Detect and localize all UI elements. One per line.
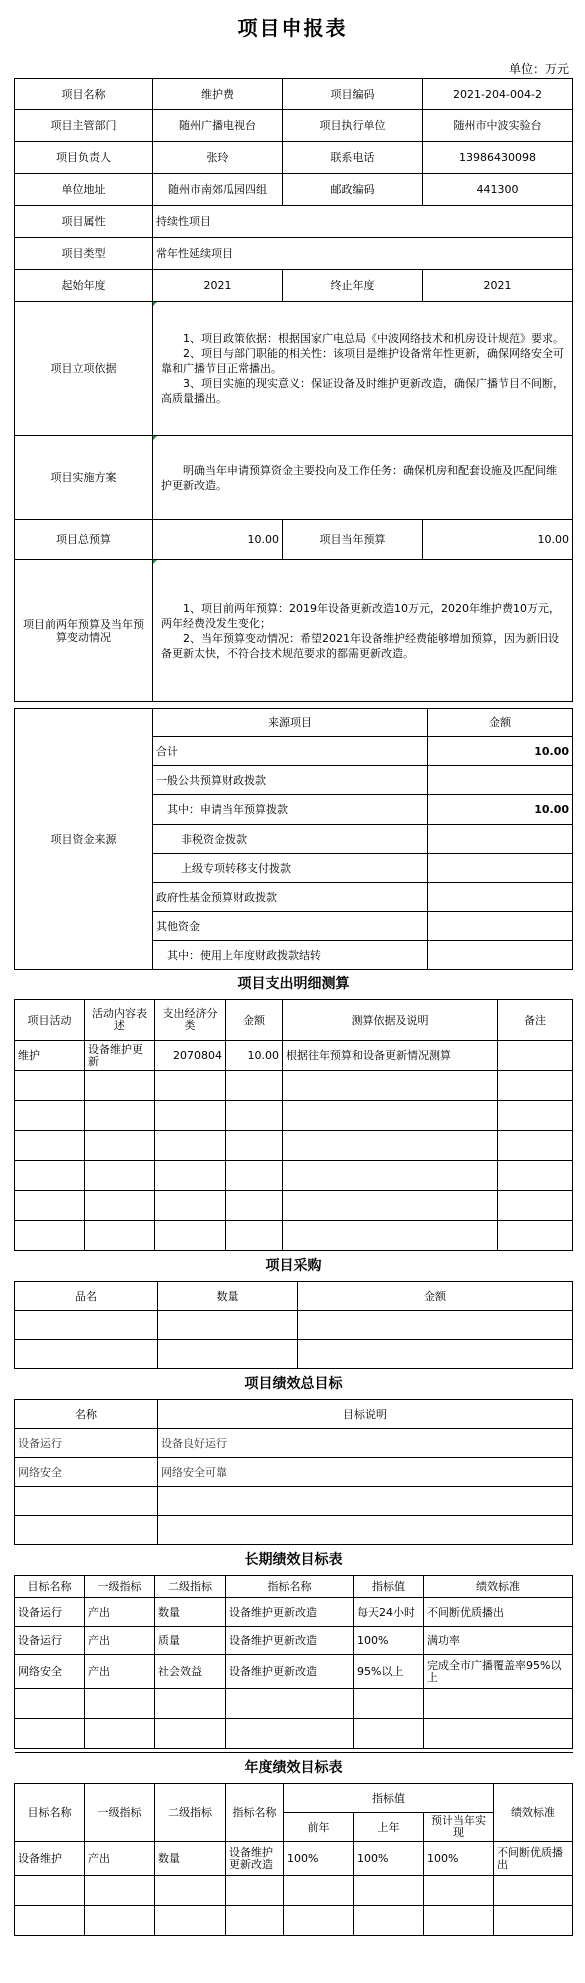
change-line-2: 2、当年预算变动情况：希望2021年设备维护经费能够增加预算，因为新旧设备更新太快，不符合技术规范要求的都需更新改造。 <box>161 631 559 660</box>
longterm-cell: 质量 <box>155 1627 226 1655</box>
expense-header: 支出经济分类 <box>155 1000 226 1041</box>
expense-header: 测算依据及说明 <box>283 1000 498 1041</box>
code-label: 项目编码 <box>283 79 423 110</box>
funding-row-amount <box>428 941 573 970</box>
table-row <box>15 1221 573 1251</box>
expense-header: 活动内容表述 <box>85 1000 155 1041</box>
change-label: 项目前两年预算及当年预算变动情况 <box>15 560 153 702</box>
table-row <box>15 1689 573 1719</box>
attr-label: 项目属性 <box>15 206 153 238</box>
overall-name: 网络安全 <box>15 1458 158 1487</box>
longterm-cell: 不间断优质播出 <box>424 1598 573 1627</box>
year-label: 项目当年预算 <box>283 520 423 560</box>
longterm-cell: 设备运行 <box>15 1627 85 1655</box>
project-info-table <box>14 78 573 702</box>
expense-cell: 设备维护更新 <box>85 1041 155 1071</box>
total-label: 项目总预算 <box>15 520 153 560</box>
longterm-cell: 设备维护更新改造 <box>226 1598 354 1627</box>
longterm-cell: 每天24小时 <box>354 1598 424 1627</box>
annual-header: 二级指标 <box>155 1784 226 1842</box>
attr-value: 持续性项目 <box>153 206 573 238</box>
longterm-cell: 设备维护更新改造 <box>226 1627 354 1655</box>
addr-label: 单位地址 <box>15 174 153 206</box>
overall-desc: 网络安全可靠 <box>158 1458 573 1487</box>
table-row <box>15 1487 573 1516</box>
expense-cell: 10.00 <box>226 1041 283 1071</box>
type-label: 项目类型 <box>15 238 153 270</box>
phone-value: 13986430098 <box>423 142 573 174</box>
annual-subheader: 上年 <box>354 1813 424 1842</box>
purchase-header: 金额 <box>298 1282 573 1311</box>
annual-cell: 100% <box>424 1842 494 1876</box>
zip-value: 441300 <box>423 174 573 206</box>
longterm-cell: 95%以上 <box>354 1655 424 1689</box>
name-label: 项目名称 <box>15 79 153 110</box>
page-title: 项目申报表 <box>237 16 348 40</box>
table-row <box>15 1516 573 1545</box>
table-row <box>15 1131 573 1161</box>
annual-cell: 不间断优质播出 <box>494 1842 573 1876</box>
purchase-header: 数量 <box>158 1282 298 1311</box>
annual-header: 指标名称 <box>226 1784 284 1842</box>
longterm-cell: 产出 <box>85 1598 155 1627</box>
expense-header: 项目活动 <box>15 1000 85 1041</box>
annual-cell: 100% <box>284 1842 354 1876</box>
funding-label: 项目资金来源 <box>15 709 153 970</box>
end-value: 2021 <box>423 270 573 302</box>
funding-row-amount <box>428 825 573 854</box>
annual-cell: 100% <box>354 1842 424 1876</box>
overall-header: 目标说明 <box>158 1400 573 1429</box>
basis-line-3: 3、项目实施的现实意义：保证设备及时维护更新改造，确保广播节目不间断，高质量播出。 <box>161 377 564 405</box>
purchase-header: 品名 <box>15 1282 158 1311</box>
table-row <box>15 1161 573 1191</box>
zip-label: 邮政编码 <box>283 174 423 206</box>
funding-row-amount <box>428 912 573 941</box>
purchase-title: 项目采购 <box>15 1251 573 1282</box>
expense-title: 项目支出明细测算 <box>15 970 573 1000</box>
annual-header: 目标名称 <box>15 1784 85 1842</box>
table-row <box>15 1906 573 1936</box>
funding-row-name: 其中：申请当年预算拨款 <box>153 795 428 825</box>
funding-row-name: 其他资金 <box>153 912 428 941</box>
annual-cell: 设备维护更新改造 <box>226 1842 284 1876</box>
expense-cell: 根据往年预算和设备更新情况测算 <box>283 1041 498 1071</box>
funding-row-name: 一般公共预算财政拨款 <box>153 766 428 795</box>
addr-value: 随州市南郊瓜园四组 <box>153 174 283 206</box>
annual-cell: 产出 <box>85 1842 155 1876</box>
longterm-cell: 100% <box>354 1627 424 1655</box>
longterm-cell: 完成全市广播覆盖率95%以上 <box>424 1655 573 1689</box>
longterm-cell: 数量 <box>155 1598 226 1627</box>
funding-row-name: 其中：使用上年度财政拨款结转 <box>153 941 428 970</box>
overall-name: 设备运行 <box>15 1429 158 1458</box>
table-row <box>15 1311 573 1340</box>
funding-row-amount: 10.00 <box>428 795 573 825</box>
table-row <box>15 1876 573 1906</box>
expense-cell: 2070804 <box>155 1041 226 1071</box>
expense-cell: 维护 <box>15 1041 85 1071</box>
expense-table <box>14 969 573 1251</box>
longterm-cell: 网络安全 <box>15 1655 85 1689</box>
dept-label: 项目主管部门 <box>15 110 153 142</box>
table-row <box>15 1101 573 1131</box>
longterm-cell: 设备运行 <box>15 1598 85 1627</box>
table-row <box>15 1191 573 1221</box>
owner-value: 张玲 <box>153 142 283 174</box>
longterm-header: 指标值 <box>354 1576 424 1598</box>
start-value: 2021 <box>153 270 283 302</box>
longterm-cell: 社会效益 <box>155 1655 226 1689</box>
total-value: 10.00 <box>153 520 283 560</box>
plan-text <box>153 436 573 520</box>
annual-header: 一级指标 <box>85 1784 155 1842</box>
funding-row-name: 上级专项转移支付拨款 <box>153 854 428 883</box>
plan-label: 项目实施方案 <box>15 436 153 520</box>
plan-line: 明确当年申请预算资金主要投向及工作任务：确保机房和配套设施及匹配间维护更新改造。 <box>161 463 557 492</box>
purchase-table <box>14 1250 573 1369</box>
longterm-header: 二级指标 <box>155 1576 226 1598</box>
funding-row-amount: 10.00 <box>428 737 573 766</box>
overall-target-table <box>14 1368 573 1545</box>
end-label: 终止年度 <box>283 270 423 302</box>
expense-cell <box>498 1041 573 1071</box>
annual-cell: 设备维护 <box>15 1842 85 1876</box>
code-value: 2021-204-004-2 <box>423 79 573 110</box>
overall-header: 名称 <box>15 1400 158 1429</box>
change-line-1: 1、项目前两年预算：2019年设备更新改造10万元，2020年维护费10万元，两年经费没发生变化； <box>161 601 560 630</box>
longterm-header: 绩效标准 <box>424 1576 573 1598</box>
funding-row-name: 政府性基金预算财政拨款 <box>153 883 428 912</box>
longterm-header: 目标名称 <box>15 1576 85 1598</box>
basis-line-2: 2、项目与部门职能的相关性：该项目是维护设备常年性更新，确保网络安全可靠和广播节目正常播出。 <box>161 347 564 375</box>
overall-title: 项目绩效总目标 <box>15 1369 573 1400</box>
longterm-cell: 满功率 <box>424 1627 573 1655</box>
funding-row-name: 非税资金拨款 <box>153 825 428 854</box>
funding-header-source: 来源项目 <box>153 709 428 737</box>
basis-line-1: 1、项目政策依据：根据国家广电总局《中波网络技术和机房设计规范》要求。 <box>183 332 564 345</box>
annual-header: 指标值 <box>284 1784 494 1813</box>
annual-subheader: 预计当年实现 <box>424 1813 494 1842</box>
longterm-header: 指标名称 <box>226 1576 354 1598</box>
year-value: 10.00 <box>423 520 573 560</box>
longterm-table <box>14 1544 573 1749</box>
funding-row-amount <box>428 883 573 912</box>
expense-header: 金额 <box>226 1000 283 1041</box>
name-value: 维护费 <box>153 79 283 110</box>
longterm-cell: 产出 <box>85 1627 155 1655</box>
start-label: 起始年度 <box>15 270 153 302</box>
annual-header: 绩效标准 <box>494 1784 573 1842</box>
owner-label: 项目负责人 <box>15 142 153 174</box>
longterm-header: 一级指标 <box>85 1576 155 1598</box>
type-value: 常年性延续项目 <box>153 238 573 270</box>
annual-title: 年度绩效目标表 <box>15 1753 573 1784</box>
basis-label: 项目立项依据 <box>15 302 153 436</box>
expense-header: 备注 <box>498 1000 573 1041</box>
funding-row-name: 合计 <box>153 737 428 766</box>
table-row <box>15 1071 573 1101</box>
exec-value: 随州市中波实验台 <box>423 110 573 142</box>
basis-text <box>153 302 573 436</box>
funding-header-amount: 金额 <box>428 709 573 737</box>
dept-value: 随州广播电视台 <box>153 110 283 142</box>
longterm-title: 长期绩效目标表 <box>15 1545 573 1576</box>
longterm-cell: 产出 <box>85 1655 155 1689</box>
table-row <box>15 1719 573 1749</box>
annual-table <box>14 1752 573 1936</box>
overall-desc: 设备良好运行 <box>158 1429 573 1458</box>
annual-subheader: 前年 <box>284 1813 354 1842</box>
table-row <box>15 1340 573 1369</box>
funding-row-amount <box>428 766 573 795</box>
exec-label: 项目执行单位 <box>283 110 423 142</box>
longterm-cell: 设备维护更新改造 <box>226 1655 354 1689</box>
change-text <box>153 560 573 702</box>
funding-table <box>14 708 573 970</box>
funding-row-amount <box>428 854 573 883</box>
unit-label: 单位：万元 <box>508 62 569 76</box>
phone-label: 联系电话 <box>283 142 423 174</box>
annual-cell: 数量 <box>155 1842 226 1876</box>
